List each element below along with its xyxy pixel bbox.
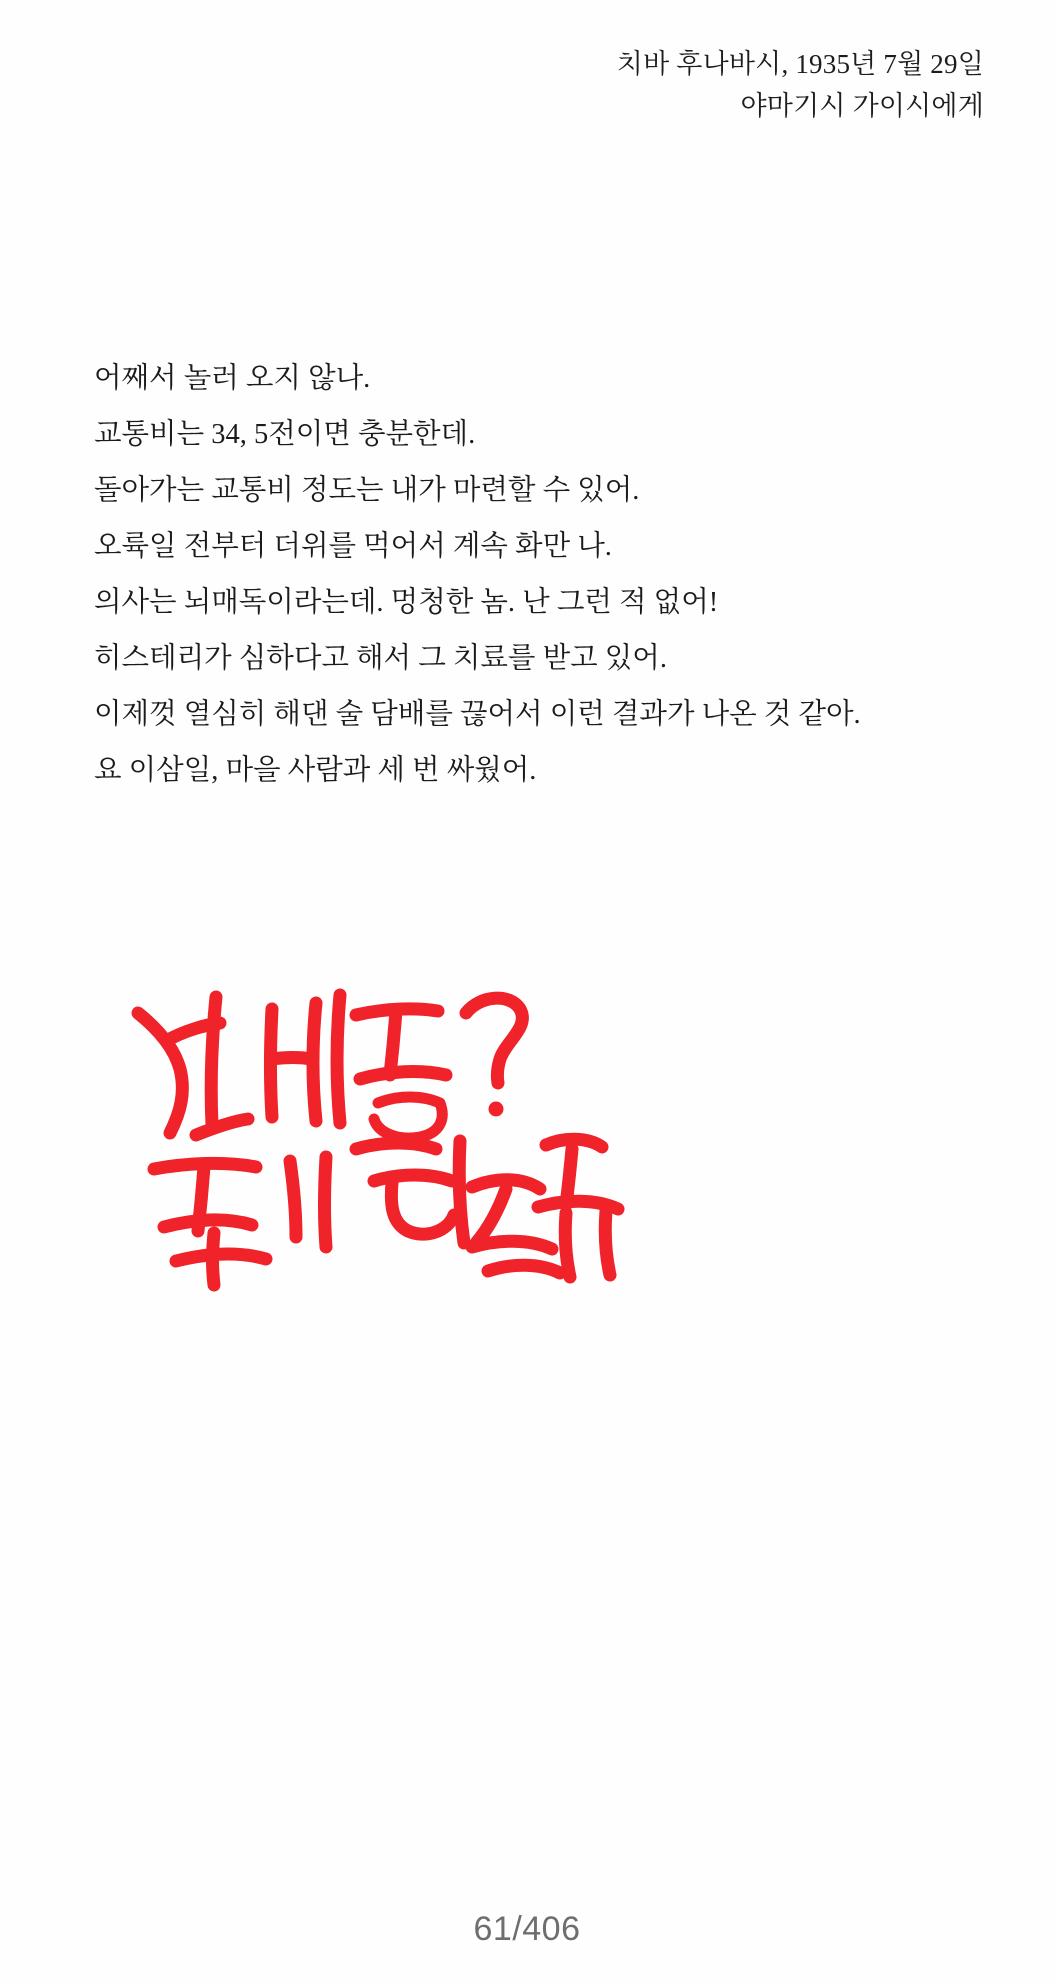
letter-body: [66, 360, 996, 808]
body-paragraph: 어째서 놀러 오지 않나.: [94, 363, 371, 394]
body-paragraph: 이제껏 열심히 해댄 술 담배를 끊어서 이런 결과가 나온 것 같아.: [94, 699, 861, 731]
body-paragraph: 히스테리가 심하다고 해서 그 치료를 받고 있어.: [94, 643, 667, 675]
body-paragraph: 의사는 뇌매독이라는데. 멍청한 놈. 난 그런 적 없어!: [94, 587, 719, 619]
body-paragraph: 돌아가는 교통비 정도는 내가 마련할 수 있어.: [94, 475, 640, 507]
body-paragraph: 오륙일 전부터 더위를 먹어서 계속 화만 나.: [94, 531, 612, 563]
body-paragraph: 요 이삼일, 마을 사람과 세 번 싸웠어.: [94, 755, 537, 787]
handwritten-annotation: [120, 985, 640, 1315]
body-paragraph: 교통비는 34, 5전이면 충분한데.: [94, 419, 476, 451]
letter-header: [617, 44, 984, 128]
annotation-strokes-icon: [120, 985, 640, 1315]
letter-recipient: 야마기시 가이시에게: [740, 90, 984, 121]
letter-date-place: 치바 후나바시, 1935년 7월 29일: [616, 49, 984, 79]
page-indicator: 61/406: [473, 1910, 581, 1948]
footer: [0, 1910, 1054, 1949]
